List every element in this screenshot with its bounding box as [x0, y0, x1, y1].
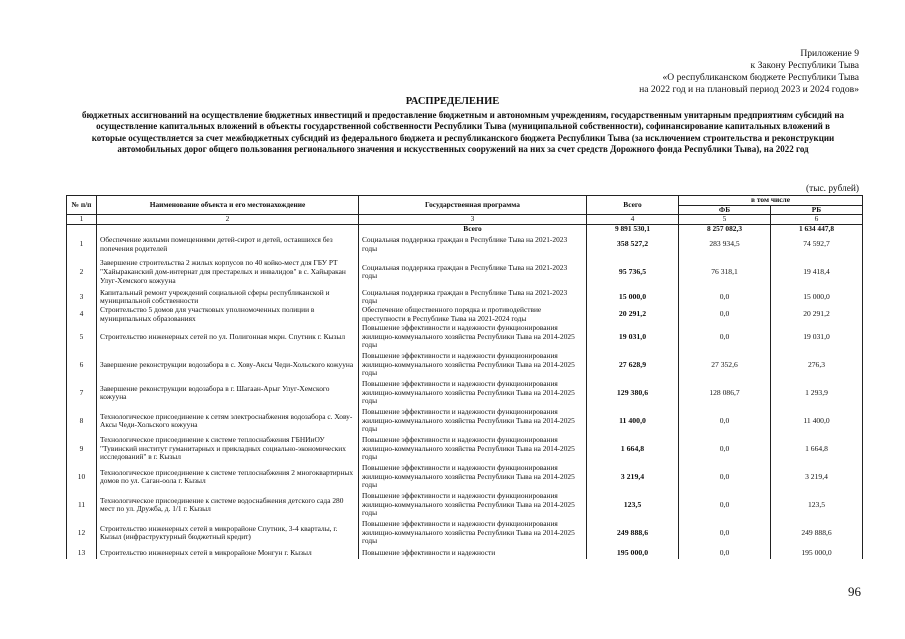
column-number: 4 — [587, 215, 679, 225]
row-fb: 0,0 — [679, 491, 771, 519]
row-number: 2 — [67, 256, 97, 289]
program-name: Повышение эффективности и надежности функционирования жилищно-коммунального хозяйства Республики Тыва на 2014-2025 годы — [359, 323, 587, 351]
row-rb: 249 888,6 — [771, 519, 863, 547]
row-fb: 0,0 — [679, 289, 771, 306]
row-total: 195 000,0 — [587, 547, 679, 559]
row-fb: 0,0 — [679, 519, 771, 547]
object-name: Завершение строительства 2 жилых корпусов по 40 койко-мест для ГБУ РТ "Хайыраканский дом-интернат для престарелых и инвалидов" в с. Хайыракан Улуг-Хемского кожууна — [97, 256, 359, 289]
column-numbers-row — [67, 215, 863, 225]
row-fb: 27 352,6 — [679, 351, 771, 379]
program-name: Социальная поддержка граждан в Республике Тыва на 2021-2023 годы — [359, 256, 587, 289]
program-name: Повышение эффективности и надежности функционирования жилищно-коммунального хозяйства Республики Тыва на 2014-2025 годы — [359, 379, 587, 407]
header-num: № п/п — [67, 196, 97, 215]
object-name: Строительство инженерных сетей в микрорайоне Монгун г. Кызыл — [97, 547, 359, 559]
table-row — [67, 306, 863, 323]
column-number: 2 — [97, 215, 359, 225]
object-name: Завершение реконструкции водозабора в г. Шагаан-Арыг Улуг-Хемского кожууна — [97, 379, 359, 407]
program-name: Повышение эффективности и надежности функционирования жилищно-коммунального хозяйства Республики Тыва на 2014-2025 годы — [359, 519, 587, 547]
column-number: 1 — [67, 215, 97, 225]
header-rb: РБ — [771, 205, 863, 215]
row-rb: 11 400,0 — [771, 407, 863, 435]
row-number: 7 — [67, 379, 97, 407]
row-total: 27 628,9 — [587, 351, 679, 379]
header-fb: ФБ — [679, 205, 771, 215]
table-row — [67, 351, 863, 379]
row-number: 9 — [67, 435, 97, 463]
row-number: 11 — [67, 491, 97, 519]
page-number: 96 — [848, 584, 861, 599]
table-row — [67, 463, 863, 491]
program-name: Повышение эффективности и надежности функционирования жилищно-коммунального хозяйства Республики Тыва на 2014-2025 годы — [359, 463, 587, 491]
appendix-line-4: на 2022 год и на плановый период 2023 и 2024 годов» — [639, 84, 859, 95]
header-total: Всего — [587, 196, 679, 215]
column-number: 5 — [679, 215, 771, 225]
row-total: 19 031,0 — [587, 323, 679, 351]
object-name: Технологическое присоединение к системе теплоснабжения ГБНИиОУ "Тувинский институт гуманитарных и прикладных социально-экономических исследований" в г. Кызыл — [97, 435, 359, 463]
table-row — [67, 256, 863, 289]
row-rb: 19 031,0 — [771, 323, 863, 351]
row-number: 4 — [67, 306, 97, 323]
program-name: Обеспечение общественного порядка и противодействие преступности в Республике Тыва на 2021-2024 годы — [359, 306, 587, 323]
header-including: в том числе — [679, 196, 863, 206]
table-row — [67, 519, 863, 547]
row-rb: 1 664,8 — [771, 435, 863, 463]
row-rb: 1 293,9 — [771, 379, 863, 407]
object-name: Обеспечение жилыми помещениями детей-сирот и детей, оставшихся без попечения родителей — [97, 234, 359, 256]
row-rb: 74 592,7 — [771, 234, 863, 256]
row-fb: 283 934,5 — [679, 234, 771, 256]
document-title: РАСПРЕДЕЛЕНИЕ — [405, 96, 500, 107]
row-number: 8 — [67, 407, 97, 435]
row-number: 12 — [67, 519, 97, 547]
row-rb: 15 000,0 — [771, 289, 863, 306]
row-total: 123,5 — [587, 491, 679, 519]
object-name: Строительство инженерных сетей в микрорайоне Спутник, 3-4 кварталы, г. Кызыл (инфраструктурный бюджетный кредит) — [97, 519, 359, 547]
row-fb: 0,0 — [679, 306, 771, 323]
object-name: Капитальный ремонт учреждений социальной сферы республиканской и муниципальной собственности — [97, 289, 359, 306]
row-number: 6 — [67, 351, 97, 379]
row-total: 3 219,4 — [587, 463, 679, 491]
appendix-header — [539, 48, 859, 96]
program-name: Повышение эффективности и надежности функционирования жилищно-коммунального хозяйства Республики Тыва на 2014-2025 годы — [359, 351, 587, 379]
table-row — [67, 547, 863, 559]
row-rb: 20 291,2 — [771, 306, 863, 323]
row-number: 1 — [67, 234, 97, 256]
row-fb: 0,0 — [679, 463, 771, 491]
document-subtitle: бюджетных ассигнований на осуществление бюджетных инвестиций и предоставление бюджетным и автономным учреждениям, государственным унитарным предприятиям субсидий на осуществление капитальных вложений в объекты государственной собственности Республики Тыва (муниципальной собственности), софинансирование капитальных вложений в которые осуществляется за счет межбюджетных субсидий из федерального бюджета и республиканского бюджета Республики Тыва (за исключением строительства и реконструкции автомобильных дорог общего пользования регионального значения и искусственных сооружений на них за счет средств Дорожного фонда Республики Тыва), на 2022 год — [81, 110, 845, 155]
program-name: Повышение эффективности и надежности — [359, 547, 587, 559]
column-number: 6 — [771, 215, 863, 225]
row-fb: 0,0 — [679, 435, 771, 463]
column-number: 3 — [359, 215, 587, 225]
row-rb: 19 418,4 — [771, 256, 863, 289]
summary-total: 9 891 530,1 — [587, 224, 679, 234]
program-name: Повышение эффективности и надежности функционирования жилищно-коммунального хозяйства Республики Тыва на 2014-2025 годы — [359, 491, 587, 519]
row-total: 95 736,5 — [587, 256, 679, 289]
program-name: Социальная поддержка граждан в Республике Тыва на 2021-2023 годы — [359, 289, 587, 306]
row-fb: 76 318,1 — [679, 256, 771, 289]
units-label: (тыс. рублей) — [805, 184, 859, 194]
object-name: Технологическое присоединение к системе теплоснабжения 2 многоквартирных домов по ул. Саган-оола г. Кызыл — [97, 463, 359, 491]
row-fb: 0,0 — [679, 407, 771, 435]
header-program: Государственная программа — [359, 196, 587, 215]
row-number: 3 — [67, 289, 97, 306]
row-number: 10 — [67, 463, 97, 491]
row-total: 15 000,0 — [587, 289, 679, 306]
row-total: 20 291,2 — [587, 306, 679, 323]
appendix-line-2: к Закону Республики Тыва — [750, 60, 859, 71]
row-fb: 0,0 — [679, 547, 771, 559]
header-name: Наименование объекта и его местонахождение — [97, 196, 359, 215]
row-total: 129 380,6 — [587, 379, 679, 407]
appendix-line-3: «О республиканском бюджете Республики Тыва — [662, 72, 859, 83]
table-row — [67, 289, 863, 306]
program-name: Социальная поддержка граждан в Республике Тыва на 2021-2023 годы — [359, 234, 587, 256]
row-total: 1 664,8 — [587, 435, 679, 463]
row-rb: 195 000,0 — [771, 547, 863, 559]
row-total: 249 888,6 — [587, 519, 679, 547]
table-row — [67, 234, 863, 256]
summary-label: Всего — [359, 224, 587, 234]
object-name: Строительство 5 домов для участковых уполномоченных полиции в муниципальных образованиях — [97, 306, 359, 323]
appendix-line-1: Приложение 9 — [800, 48, 859, 59]
table-row — [67, 491, 863, 519]
row-total: 358 527,2 — [587, 234, 679, 256]
row-number: 13 — [67, 547, 97, 559]
program-name: Повышение эффективности и надежности функционирования жилищно-коммунального хозяйства Республики Тыва на 2014-2025 годы — [359, 435, 587, 463]
summary-rb: 1 634 447,8 — [771, 224, 863, 234]
summary-fb: 8 257 082,3 — [679, 224, 771, 234]
allocation-table — [66, 195, 863, 559]
object-name: Технологическое присоединение к сетям электроснабжения водозабора с. Хову-Аксы Чеди-Хольского кожууна — [97, 407, 359, 435]
row-number: 5 — [67, 323, 97, 351]
row-rb: 123,5 — [771, 491, 863, 519]
row-rb: 276,3 — [771, 351, 863, 379]
row-fb: 0,0 — [679, 323, 771, 351]
row-total: 11 400,0 — [587, 407, 679, 435]
row-rb: 3 219,4 — [771, 463, 863, 491]
summary-row — [67, 224, 863, 234]
program-name: Повышение эффективности и надежности функционирования жилищно-коммунального хозяйства Республики Тыва на 2014-2025 годы — [359, 407, 587, 435]
table-row — [67, 379, 863, 407]
table-row — [67, 407, 863, 435]
object-name: Технологическое присоединение к системе водоснабжения детского сада 280 мест по ул. Дружба, д. 1/1 г. Кызыл — [97, 491, 359, 519]
object-name: Завершение реконструкции водозабора в с. Хову-Аксы Чеди-Хольского кожууна — [97, 351, 359, 379]
row-fb: 128 086,7 — [679, 379, 771, 407]
object-name: Строительство инженерных сетей по ул. Полигонная мкрн. Спутник г. Кызыл — [97, 323, 359, 351]
table-row — [67, 435, 863, 463]
table-row — [67, 323, 863, 351]
